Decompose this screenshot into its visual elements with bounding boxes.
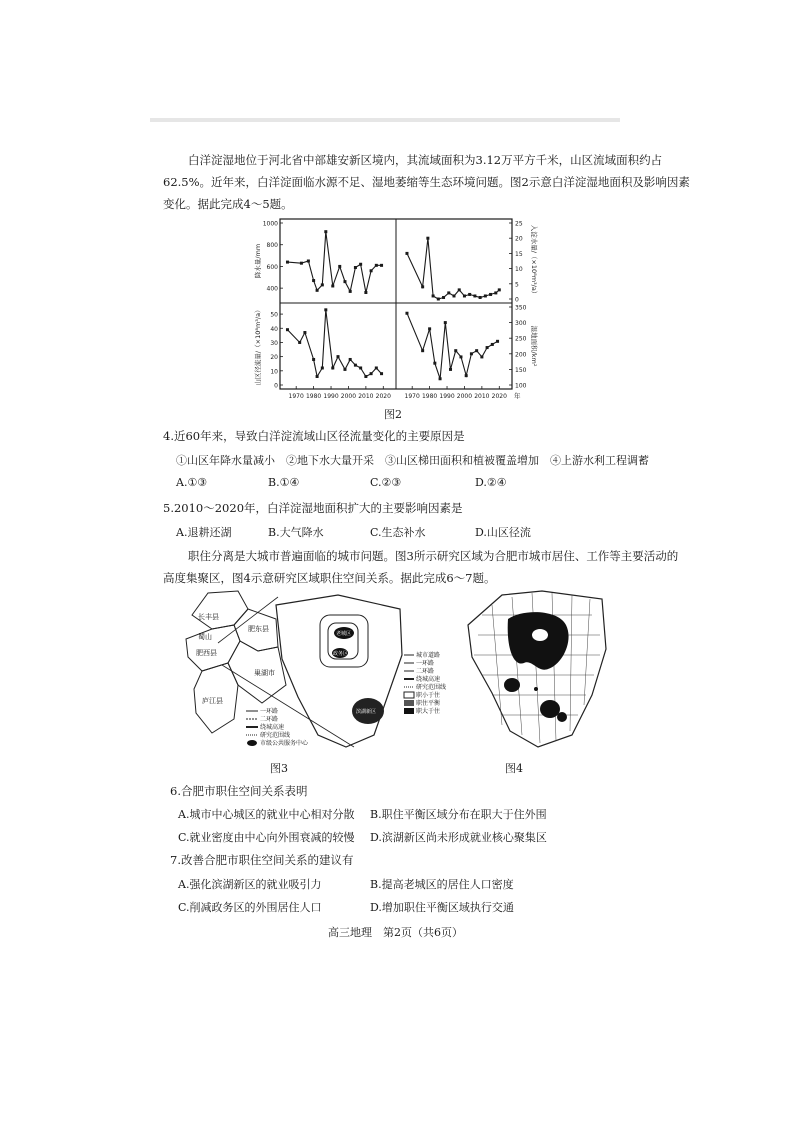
legend-right-1: 城市道路 — [416, 652, 441, 659]
fig2-p0-yticklabel-1: 600 — [266, 263, 278, 271]
label-admin: 政务区 — [333, 651, 349, 657]
fig2-p2-point-9 — [343, 368, 346, 371]
q5-option-b: B.大气降水 — [268, 526, 324, 539]
fig2-p1-yticklabel-2: 10 — [515, 266, 523, 274]
fig2-p1-point-15 — [494, 291, 497, 294]
q7-option-a: A.强化滨湖新区的就业吸引力 — [178, 878, 322, 891]
fig2-p2-point-13 — [364, 375, 367, 378]
figure-2-caption: 图2 — [384, 408, 402, 421]
fig2-p1-point-14 — [489, 293, 492, 296]
fig2-p0-point-4 — [316, 289, 319, 292]
fig2-p3-axis-label: 湿地面积/km² — [530, 325, 538, 367]
fig2-p3-point-0 — [405, 312, 408, 315]
fig2-p0-point-3 — [312, 279, 315, 282]
q4-option-d: D.②④ — [475, 476, 507, 489]
fig2-p2-point-11 — [354, 364, 357, 367]
scan-shadow — [150, 118, 620, 122]
fig2-p2-point-10 — [349, 358, 352, 361]
fig2-p3-yticklabel-0: 100 — [515, 382, 527, 390]
q7-option-c: C.削减政务区的外围居住人口 — [178, 901, 322, 914]
q4-option-b: B.①④ — [268, 476, 300, 489]
fig2-p1-yticklabel-3: 15 — [515, 250, 523, 258]
fig2-xticklabel-0-4: 2010 — [358, 393, 374, 400]
fig2-p3-point-6 — [449, 368, 452, 371]
fig2-p0-point-2 — [307, 260, 310, 263]
fig2-p1-point-12 — [479, 296, 482, 299]
q4-option-c: C.②③ — [370, 476, 402, 489]
fig2-p0-point-7 — [331, 284, 334, 287]
figure-2-svg — [250, 213, 538, 405]
fig2-p2-point-6 — [324, 308, 327, 311]
fig2-p0-point-8 — [338, 265, 341, 268]
q6-option-c: C.就业密度由中心向外围衰减的较慢 — [178, 831, 355, 844]
fig2-xticklabel-1-5: 2020 — [491, 393, 507, 400]
fig2-p1-yticklabel-4: 20 — [515, 235, 523, 243]
figure-2-chart — [250, 213, 538, 405]
q6-option-a: A.城市中心城区的就业中心相对分散 — [178, 808, 355, 821]
fig2-p0-yticklabel-2: 800 — [266, 242, 278, 250]
fig2-p3-point-13 — [486, 346, 489, 349]
q6-option-b: B.职住平衡区域分布在职大于住外围 — [370, 808, 547, 821]
fig2-p1-point-13 — [484, 294, 487, 297]
fig2-p1-point-11 — [473, 294, 476, 297]
fig2-p0-point-0 — [286, 261, 289, 264]
fig2-p0-point-13 — [364, 291, 367, 294]
fig2-p2-yticklabel-5: 50 — [270, 311, 278, 319]
fig2-p2-point-0 — [286, 328, 289, 331]
place-changfeng: 长丰县 — [198, 613, 219, 621]
figure-4-svg — [462, 585, 612, 750]
legend-right-6: 职小于住 — [416, 692, 441, 699]
fig4-core-gap — [532, 629, 548, 641]
fig2-p3-yticklabel-2: 200 — [515, 351, 527, 359]
fig2-p0-point-14 — [370, 269, 373, 272]
fig2-year-unit: 年 — [514, 392, 521, 400]
fig2-p1-yticklabel-5: 25 — [515, 220, 523, 228]
fig2-p2-point-2 — [303, 331, 306, 334]
fig2-p2-yticklabel-4: 40 — [270, 325, 278, 333]
fig2-p2-series-line — [288, 310, 382, 377]
legend-right-3: 二环路 — [416, 668, 435, 675]
q4-option-a: A.①③ — [176, 476, 208, 489]
fig2-p1-point-9 — [463, 294, 466, 297]
fig2-p3-point-11 — [475, 349, 478, 352]
q4-stem: 4.近60年来，导致白洋淀流域山区径流量变化的主要原因是 — [163, 429, 465, 443]
fig2-p0-point-6 — [324, 230, 327, 233]
legend-left-5: 市级公共服务中心 — [260, 740, 309, 747]
figure-3-legend-right — [404, 651, 446, 715]
fig2-p3-point-2 — [428, 327, 431, 330]
q5-option-c: C.生态补水 — [370, 526, 426, 539]
q6-stem: 6.合肥市职住空间关系表明 — [170, 784, 308, 798]
figure-3-svg — [178, 585, 447, 755]
fig2-p3-point-3 — [433, 362, 436, 365]
q5-option-d: D.山区径流 — [475, 526, 531, 539]
fig2-p2-point-5 — [321, 366, 324, 369]
intro-1-line-2: 62.5%。近年来，白洋淀面临水源不足、湿地萎缩等生态环境问题。图2示意白洋淀湿地面积及影响因素 — [163, 175, 690, 189]
fig2-p1-point-4 — [437, 298, 440, 301]
figure-3-map — [178, 585, 447, 755]
fig4-cluster-3 — [557, 712, 567, 722]
place-shushan: 蜀山 — [198, 633, 212, 641]
fig2-p1-point-16 — [498, 288, 501, 291]
figure-4-caption: 图4 — [505, 762, 523, 775]
fig2-xticklabel-1-2: 1990 — [439, 393, 455, 400]
intro-2-line-2: 高度集聚区，图4示意研究区域职住空间关系。据此完成6～7题。 — [163, 571, 496, 585]
label-binhu: 滨湖新区 — [356, 709, 377, 715]
place-feixi: 肥西县 — [196, 649, 217, 657]
fig2-p1-point-0 — [405, 252, 408, 255]
fig2-p0-point-5 — [321, 283, 324, 286]
legend-left-3: 绕城高速 — [260, 724, 285, 731]
fig2-p3-point-10 — [470, 352, 473, 355]
fig2-p1-point-2 — [426, 237, 429, 240]
legend-left-2: 二环路 — [260, 716, 279, 723]
fig2-p2-yticklabel-3: 30 — [270, 339, 278, 347]
fig2-p2-point-1 — [298, 341, 301, 344]
fig2-p0-yticklabel-0: 400 — [266, 285, 278, 293]
fig2-xticklabel-0-2: 1990 — [323, 393, 339, 400]
legend-left-4: 研究范围线 — [260, 732, 291, 739]
fig2-p3-yticklabel-4: 300 — [515, 320, 527, 328]
fig2-p1-yticklabel-1: 5 — [515, 281, 519, 289]
fig2-p1-point-7 — [453, 294, 456, 297]
fig2-p3-point-7 — [454, 349, 457, 352]
fig2-p3-point-8 — [459, 355, 462, 358]
fig2-p1-point-8 — [458, 288, 461, 291]
fig2-p0-point-11 — [354, 266, 357, 269]
q7-option-d: D.增加职住平衡区域执行交通 — [370, 901, 514, 914]
fig2-xticklabel-1-4: 2010 — [474, 393, 490, 400]
fig2-xticklabel-0-5: 2020 — [375, 393, 391, 400]
q4-items: ①山区年降水量减小 ②地下水大量开采 ③山区梯田面积和植被覆盖增加 ④上游水利工程调蓄 — [176, 454, 649, 467]
fig2-p0-yticklabel-3: 1000 — [262, 220, 278, 228]
legend-right-8: 职大于住 — [416, 708, 441, 715]
label-old-city: 老城区 — [336, 631, 352, 637]
place-chaohu: 巢湖市 — [254, 669, 275, 677]
fig4-dot-1 — [534, 687, 538, 691]
fig2-p3-yticklabel-1: 150 — [515, 366, 527, 374]
fig2-p0-point-9 — [343, 280, 346, 283]
fig2-p2-yticklabel-2: 20 — [270, 354, 278, 362]
legend-right-4: 绕城高速 — [416, 676, 441, 683]
fig2-p3-point-15 — [496, 340, 499, 343]
figure-3-caption: 图3 — [270, 762, 288, 775]
fig2-p2-yticklabel-1: 10 — [270, 368, 278, 376]
county-changfeng — [192, 591, 248, 629]
fig2-p2-point-7 — [331, 366, 334, 369]
fig2-xticklabel-0-3: 2000 — [340, 393, 357, 400]
place-lujiang: 庐江县 — [202, 697, 223, 705]
fig2-p1-point-3 — [432, 294, 435, 297]
fig2-p2-point-12 — [359, 366, 362, 369]
fig2-p1-yticklabel-0: 0 — [515, 296, 519, 304]
fig4-job-core — [508, 612, 569, 670]
page-footer: 高三地理 第2页（共6页） — [328, 926, 463, 939]
q6-option-d: D.滨湖新区尚未形成就业核心聚集区 — [370, 831, 547, 844]
intro-2-line-1: 职住分离是大城市普遍面临的城市问题。图3所示研究区域为合肥市城市居住、工作等主要活动的 — [188, 549, 679, 563]
legend-left-1: 一环路 — [260, 708, 279, 715]
fig2-p0-point-15 — [375, 264, 378, 267]
fig2-p1-point-1 — [421, 285, 424, 288]
fig2-p2-point-14 — [370, 372, 373, 375]
q7-stem: 7.改善合肥市职住空间关系的建议有 — [170, 853, 354, 867]
q7-option-b: B.提高老城区的居住人口密度 — [370, 878, 514, 891]
fig4-cluster-2 — [540, 700, 560, 718]
place-feidong: 肥东县 — [248, 625, 269, 633]
legend-right-5: 研究范围线 — [416, 684, 447, 691]
fig2-p3-point-5 — [444, 321, 447, 324]
fig2-p3-yticklabel-3: 250 — [515, 335, 527, 343]
fig2-p2-axis-label: 山区径流量/（×10⁸m³/a） — [254, 306, 262, 386]
fig2-p1-point-6 — [447, 291, 450, 294]
figure-4-map — [462, 585, 612, 750]
fig2-p3-point-12 — [480, 355, 483, 358]
legend-right-7: 职住平衡 — [416, 700, 441, 707]
fig2-p0-point-16 — [380, 264, 383, 267]
fig2-p0-point-12 — [359, 263, 362, 266]
fig2-p2-point-8 — [337, 355, 340, 358]
fig2-p1-series-line — [407, 238, 499, 299]
fig2-p3-yticklabel-5: 350 — [515, 304, 527, 312]
fig2-p2-point-3 — [312, 358, 315, 361]
fig2-p3-series-line — [407, 313, 498, 379]
fig2-p2-point-15 — [375, 366, 378, 369]
fig2-p0-point-10 — [349, 290, 352, 293]
fig2-p1-point-5 — [442, 296, 445, 299]
fig2-p3-point-9 — [465, 374, 468, 377]
fig2-xticklabel-1-0: 1970 — [404, 393, 420, 400]
fig2-p0-point-1 — [300, 262, 303, 265]
q5-option-a: A.退耕还湖 — [176, 526, 232, 539]
fig2-p0-axis-label: 降水量/mm — [254, 243, 262, 279]
fig2-p1-axis-label: 入淀水量/（×10⁸m³/a） — [530, 224, 538, 298]
fig2-p3-point-14 — [491, 343, 494, 346]
fig2-xticklabel-0-1: 1980 — [305, 393, 322, 400]
fig2-p2-point-16 — [380, 372, 383, 375]
fig2-p1-point-10 — [468, 293, 471, 296]
legend-right-2: 一环路 — [416, 660, 435, 667]
fig2-p3-point-1 — [421, 349, 424, 352]
intro-1-line-1: 白洋淀湿地位于河北省中部雄安新区境内，其流域面积为3.12万平方千米，山区流域面积约占 — [188, 153, 663, 167]
fig2-p2-point-4 — [316, 375, 319, 378]
intro-1-line-3: 变化。据此完成4～5题。 — [163, 197, 293, 211]
fig2-xticklabel-0-0: 1970 — [288, 393, 304, 400]
fig2-p3-point-4 — [439, 377, 442, 380]
fig2-p2-yticklabel-0: 0 — [274, 382, 278, 390]
fig4-cluster-1 — [504, 678, 520, 692]
fig2-xticklabel-1-3: 2000 — [456, 393, 473, 400]
fig2-xticklabel-1-1: 1980 — [421, 393, 438, 400]
study-area-outline — [276, 595, 402, 747]
q5-stem: 5.2010～2020年，白洋淀湿地面积扩大的主要影响因素是 — [163, 501, 463, 515]
